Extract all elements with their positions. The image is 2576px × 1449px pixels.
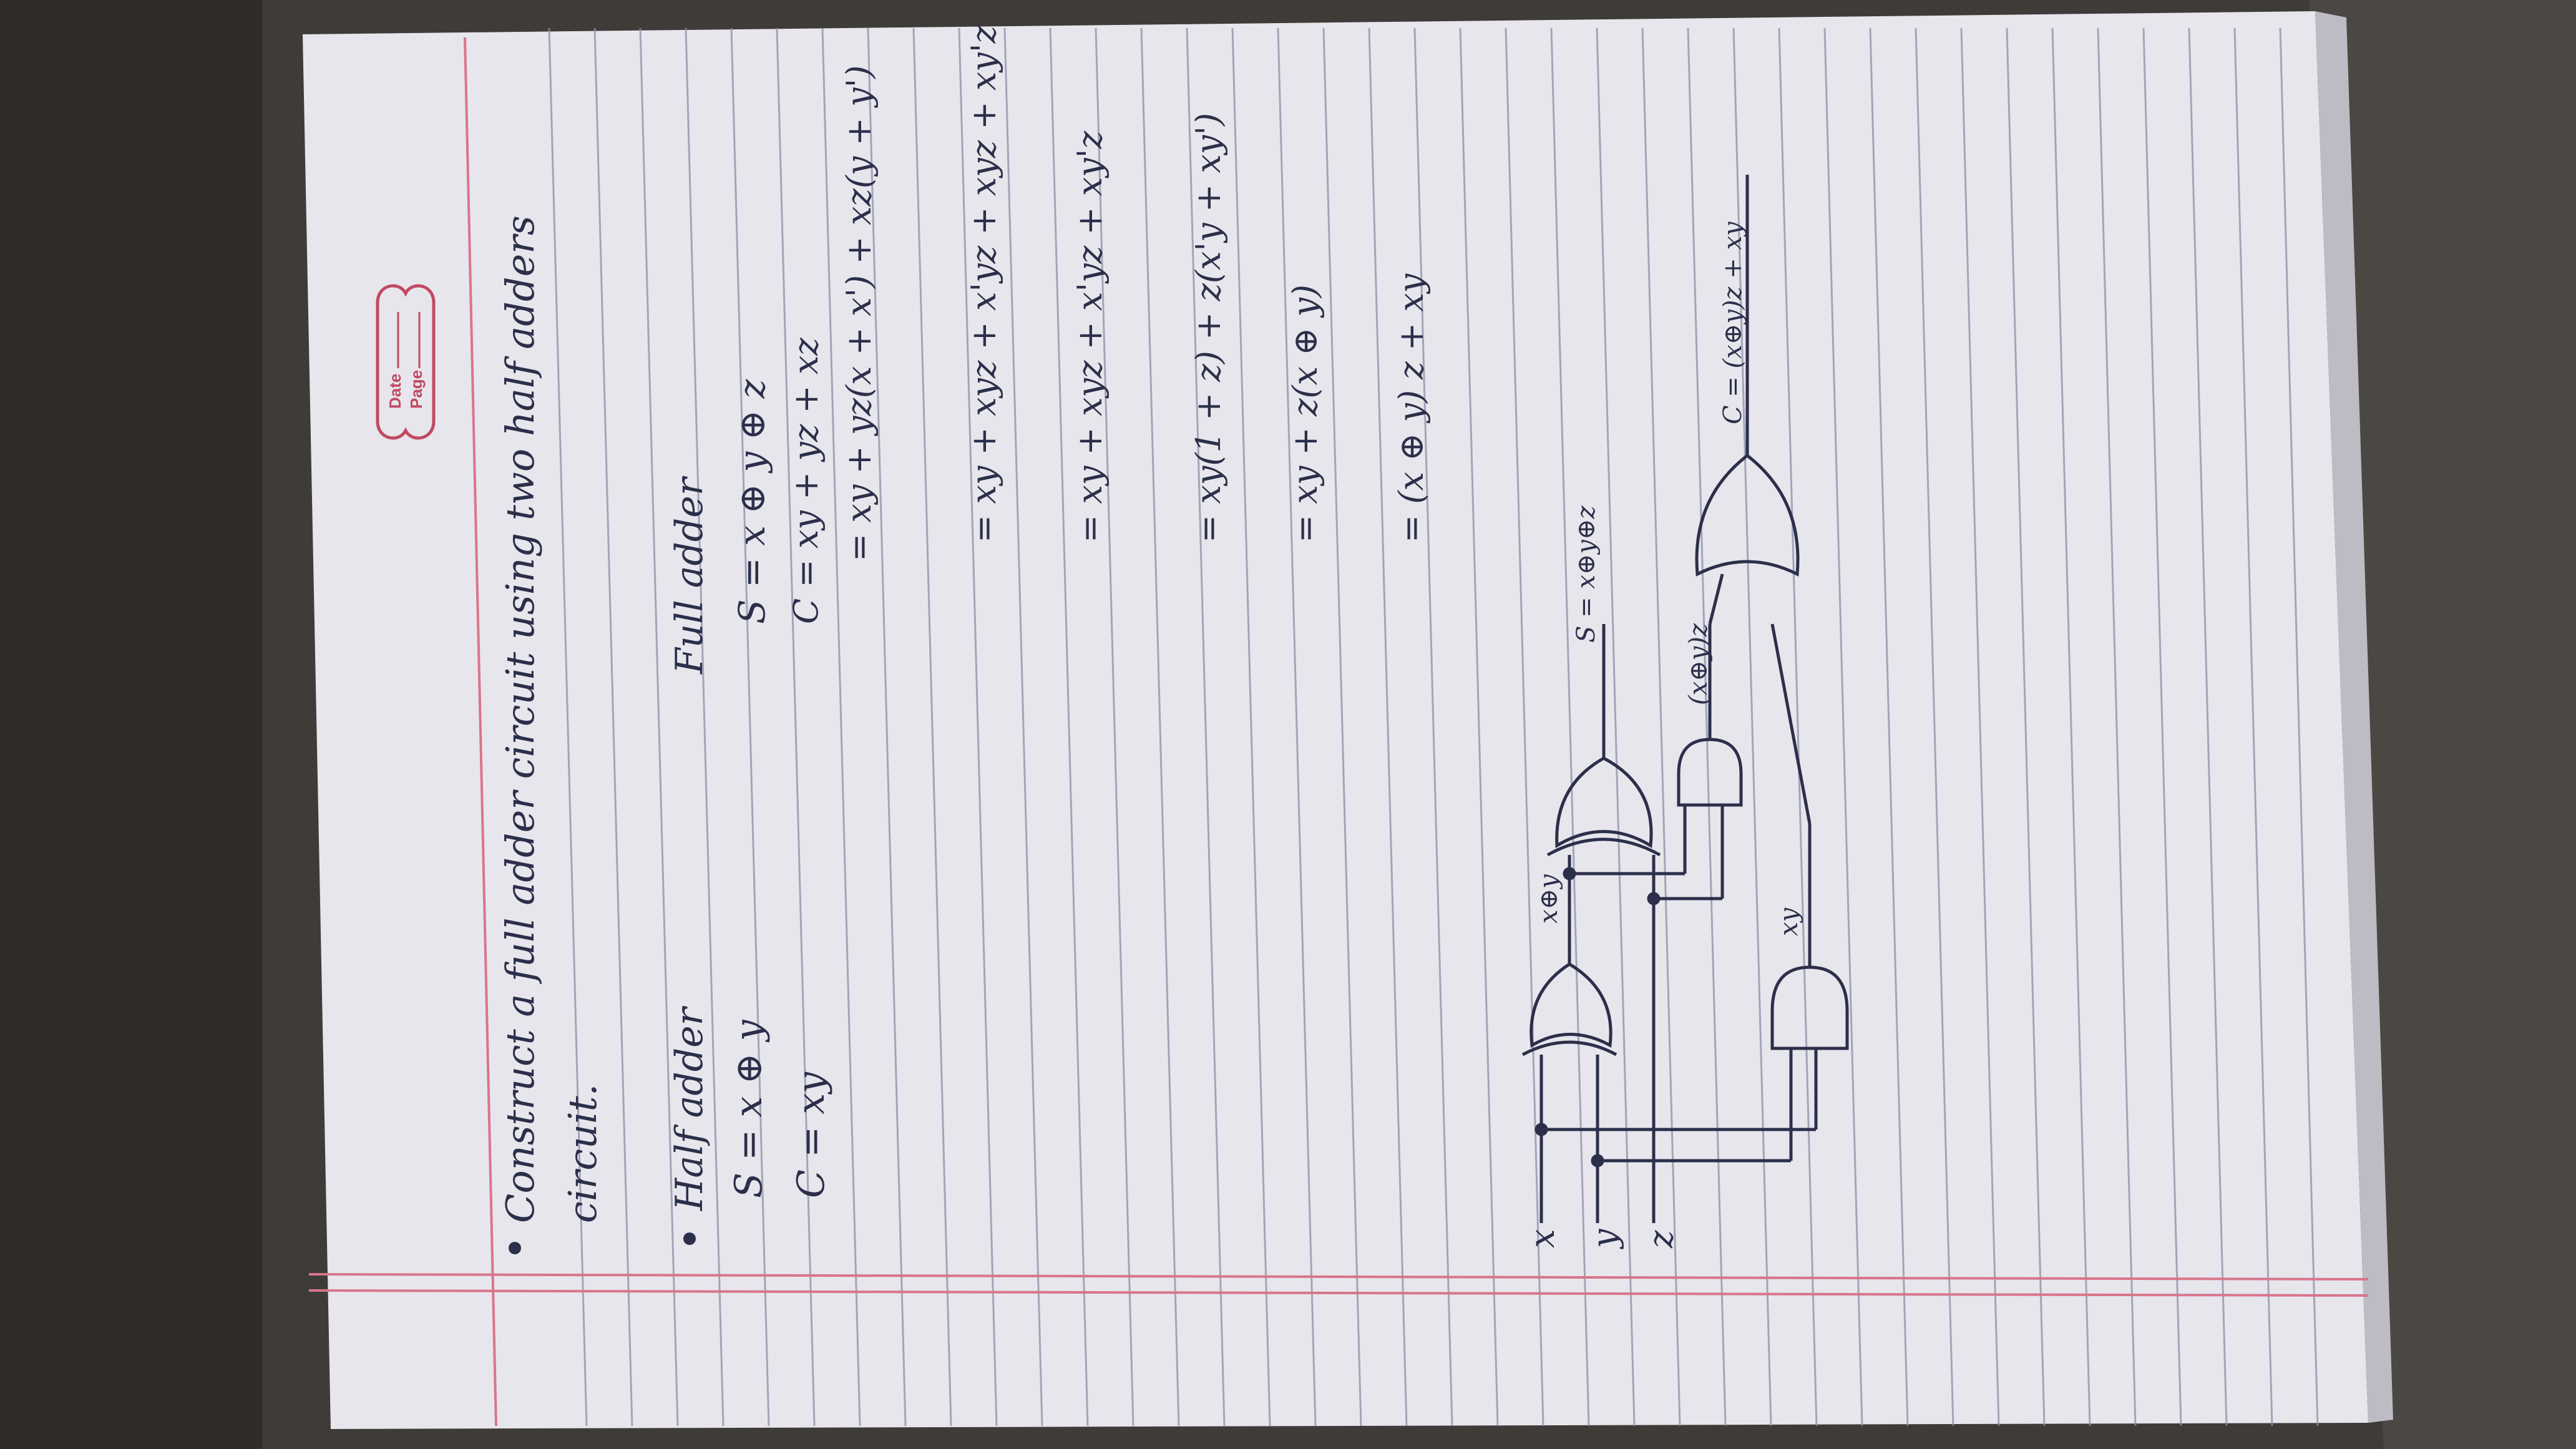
carry-step-6: = (x ⊕ y) z + xy: [1392, 273, 1431, 543]
input-z-label: z: [1641, 1230, 1681, 1248]
xor1-output-label: x⊕y: [1534, 874, 1563, 924]
half-adder-sum: S = x ⊕ y: [727, 1020, 771, 1198]
and1-output-label: xy: [1775, 907, 1803, 936]
half-adder-heading: Half adder: [668, 1007, 711, 1211]
input-y-label: y: [1585, 1229, 1624, 1248]
and2-output-label: (x⊕y)z: [1684, 623, 1713, 705]
carry-step-2: = xy + xyz + x'yz + xyz + xy'z: [964, 25, 1003, 543]
carry-step-4: = xy(1 + z) + z(x'y + xy'): [1189, 112, 1228, 543]
half-adder-carry: C = xy: [789, 1071, 833, 1198]
table-shadow: [0, 0, 262, 1449]
carry-step-3: = xy + xyz + x'yz + xy'z: [1070, 130, 1110, 543]
carry-output-label: C = (x⊕y)z + xy: [1719, 222, 1747, 424]
full-adder-sum: S = x ⊕ y ⊕ z: [731, 379, 773, 624]
title-line-2: circuit.: [560, 1083, 605, 1223]
stamp-date-label: Date: [386, 373, 404, 409]
carry-step-0: C = xy + yz + xz: [786, 338, 826, 624]
carry-step-1: = xy + yz(x + x') + xz(y + y'): [839, 65, 879, 562]
stamp-page-label: Page: [407, 369, 426, 409]
carry-step-5: = xy + z(x ⊕ y): [1286, 284, 1325, 543]
title-line-1: Construct a full adder circuit using two half adders: [497, 215, 543, 1223]
full-adder-heading: Full adder: [668, 477, 711, 674]
sum-output-label: S = x⊕y⊕z: [1572, 505, 1601, 643]
input-x-label: x: [1523, 1229, 1562, 1248]
